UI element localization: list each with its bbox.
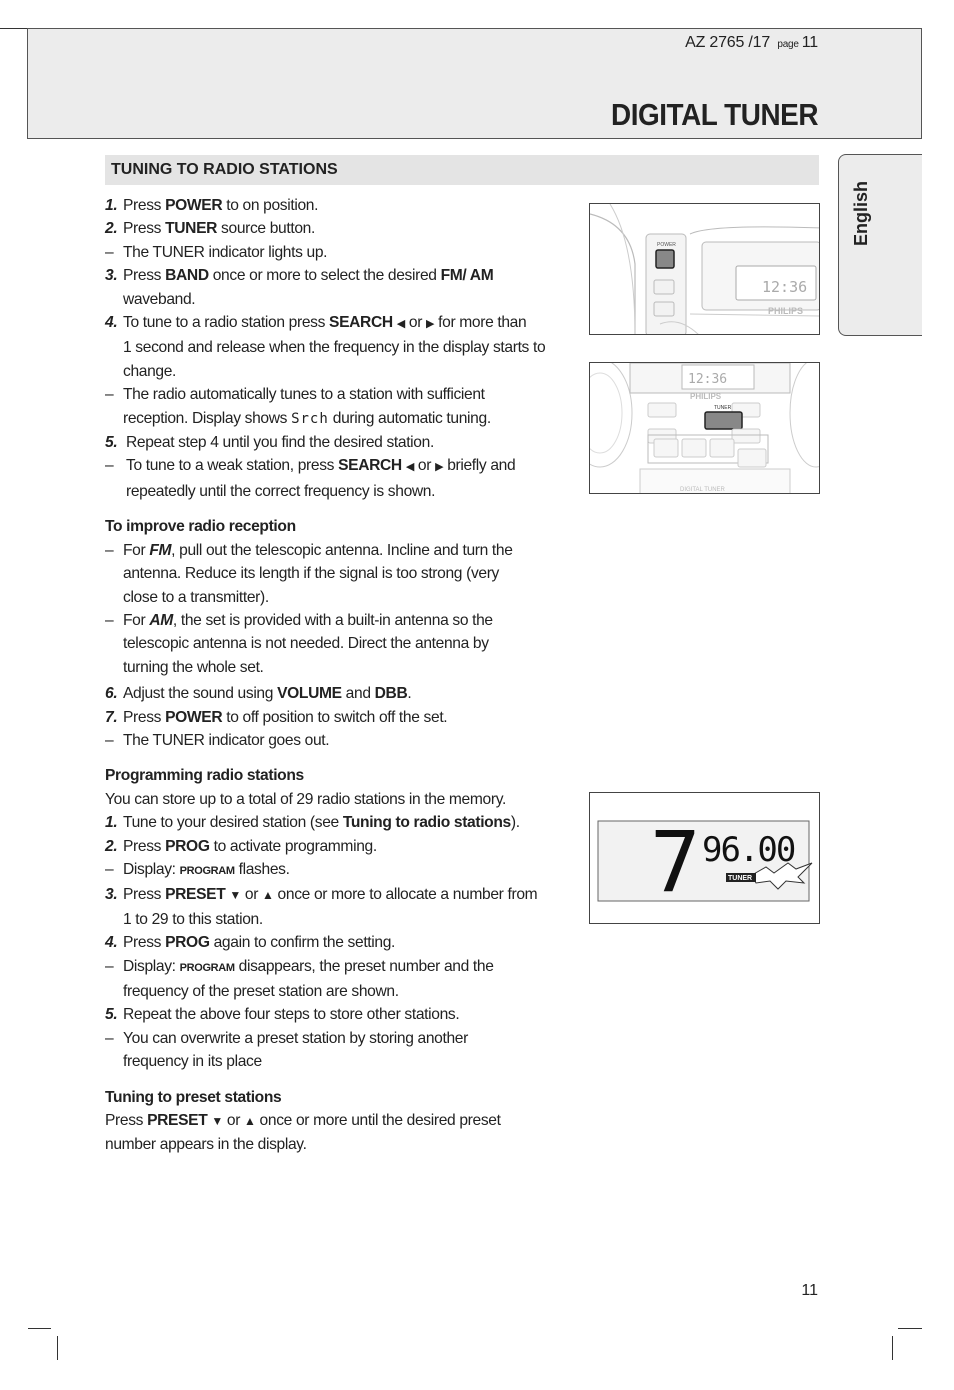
step-2 [105, 217, 585, 240]
t: , pull out the telescopic antenna. Incline and turn the [171, 541, 513, 559]
t: TUNER [165, 220, 218, 238]
t: Press [123, 934, 166, 952]
t: PROG [165, 837, 210, 855]
crop-mark [892, 1336, 893, 1360]
t: Display: [123, 860, 180, 878]
figure-power-button [589, 203, 820, 335]
device-illustration-2 [590, 363, 820, 494]
t: PROGRAM [179, 864, 235, 877]
t: For [123, 541, 150, 559]
step-5-note [105, 454, 585, 479]
step-7 [105, 706, 585, 729]
am-note-cont: turning the whole set. [123, 658, 264, 676]
t: Adjust the sound using [123, 685, 278, 703]
step-2-note [105, 241, 585, 264]
next-icon: ▶ [435, 461, 444, 474]
prog-step-2 [105, 835, 585, 858]
t: For [123, 611, 150, 629]
dash: – [105, 957, 114, 975]
fm-note [105, 539, 585, 562]
model-text: AZ 2765 /17 [685, 34, 771, 51]
t: SEARCH [329, 314, 393, 332]
am-note [105, 609, 585, 632]
dash: – [105, 243, 114, 261]
language-label: English [851, 181, 871, 247]
page-title: DIGITAL TUNER [610, 97, 818, 132]
t: source button. [217, 220, 315, 238]
prog-step-5-note [105, 1027, 585, 1050]
clock-readout: 12:36 [688, 372, 728, 387]
t: once or more to allocate a number from [273, 886, 538, 904]
preset-heading: Tuning to preset stations [105, 1088, 282, 1106]
t: SEARCH [338, 457, 402, 475]
step-7-note [105, 729, 585, 752]
crop-mark [0, 28, 27, 29]
figure-tuner-button [589, 362, 820, 494]
am-note-cont: telescopic antenna is not needed. Direct the antenna by [123, 635, 489, 653]
page-number: 11 [801, 1282, 818, 1299]
step-num: 3. [105, 886, 118, 904]
t: FM [149, 541, 172, 559]
t: The TUNER indicator lights up. [123, 243, 328, 261]
preset-line-1 [105, 1109, 585, 1133]
t: You can overwrite a preset station by storing another [123, 1029, 468, 1047]
step-num: 2. [105, 220, 118, 238]
t: FM/ AM [440, 267, 494, 285]
step-num: 5. [105, 434, 118, 452]
step-4-note-cont [105, 407, 585, 431]
fm-note-cont: antenna. Reduce its length if the signal is too strong (very [123, 565, 500, 583]
t: once or more to select the desired [208, 267, 441, 285]
brand-logo: PHILIPS [768, 306, 804, 316]
t: Display: [123, 957, 180, 975]
prog-step-3-cont: 1 to 29 to this station. [123, 910, 263, 928]
dash: – [105, 611, 114, 629]
page-word: page [777, 39, 799, 50]
t: Press [123, 267, 166, 285]
step-num: 1. [105, 197, 118, 214]
t: VOLUME [277, 685, 342, 703]
t: Repeat the above four steps to store other stations. [123, 1006, 460, 1024]
dash: – [105, 1029, 114, 1047]
improve-heading: To improve radio reception [105, 518, 296, 536]
step-5-note-cont: repeatedly until the correct frequency is shown. [126, 482, 436, 500]
step-5 [105, 431, 585, 454]
tuner-label: TUNER [714, 405, 732, 411]
step-1 [105, 194, 585, 217]
power-label: POWER [657, 242, 676, 248]
down-icon: ▼ [229, 888, 241, 903]
t: DBB [374, 685, 408, 703]
instructions [105, 194, 585, 1157]
brand-logo: PHILIPS [690, 392, 722, 401]
t: Press [123, 886, 166, 904]
t: flashes. [234, 860, 290, 878]
step-4-cont: 1 second and release when the frequency in the display starts to [123, 339, 546, 357]
step-3 [105, 264, 585, 287]
device-illustration-1 [590, 204, 820, 335]
t: during automatic tuning. [328, 409, 491, 427]
step-num: 4. [105, 934, 118, 952]
step-num: 7. [105, 708, 118, 726]
t: Tune to your desired station (see [123, 814, 343, 832]
prog-step-4-note-cont: frequency of the preset station are shown. [123, 983, 399, 1000]
crop-mark [898, 1328, 922, 1329]
next-icon: ▶ [426, 318, 435, 331]
t: PRESET [147, 1112, 208, 1130]
prog-step-2-note [105, 858, 585, 883]
t: or [404, 314, 427, 332]
up-icon: ▲ [262, 888, 274, 903]
section-heading-text: TUNING TO RADIO STATIONS [111, 161, 338, 178]
prog-step-5 [105, 1003, 585, 1026]
step-6 [105, 682, 585, 705]
step-num: 5. [105, 1006, 118, 1024]
header-page-number: 11 [801, 34, 818, 51]
prev-icon: ◀ [396, 318, 405, 331]
t: Repeat step 4 until you find the desired station. [126, 434, 434, 452]
t: Press [123, 837, 166, 855]
t: POWER [165, 197, 223, 214]
t: and [341, 685, 375, 703]
t: Press [123, 708, 166, 726]
step-4-cont: change. [123, 362, 177, 380]
prog-step-4-note [105, 955, 585, 980]
t: or [222, 1112, 245, 1130]
t: BAND [165, 267, 209, 285]
prog-step-5-note-cont: frequency in its place [123, 1053, 262, 1071]
t: To tune to a radio station press [123, 314, 330, 332]
t: Press [123, 197, 166, 214]
t: , the set is provided with a built-in antenna so the [172, 611, 493, 629]
lcd-illustration [590, 793, 820, 924]
t: To tune to a weak station, press [126, 457, 339, 475]
t: The TUNER indicator goes out. [123, 731, 330, 749]
programming-heading: Programming radio stations [105, 767, 304, 785]
t: PROG [165, 934, 210, 952]
preset-number: 7 [650, 813, 701, 911]
step-num: 4. [105, 314, 118, 332]
t: The radio automatically tunes to a station with sufficient [123, 386, 485, 404]
prev-icon: ◀ [405, 461, 414, 474]
t: or [240, 886, 263, 904]
dash: – [105, 731, 114, 749]
fm-note-cont: close to a transmitter). [123, 588, 269, 606]
step-4 [105, 311, 585, 336]
prog-step-4 [105, 931, 585, 954]
device-footer-label: DIGITAL TUNER [680, 487, 725, 493]
dash: – [105, 386, 114, 404]
step-4-note [105, 383, 585, 406]
t: PRESET [165, 886, 226, 904]
t: to activate programming. [209, 837, 377, 855]
step-3-cont: waveband. [123, 290, 196, 308]
prog-step-3 [105, 883, 585, 907]
up-icon: ▲ [244, 1114, 256, 1129]
t: reception. Display shows [123, 409, 292, 427]
step-num: 3. [105, 267, 118, 285]
programming-intro: You can store up to a total of 29 radio stations in the memory. [105, 790, 506, 808]
t: to off position to switch off the set. [222, 708, 448, 726]
t: Press [123, 220, 166, 238]
t: POWER [165, 708, 223, 726]
t: briefly and [443, 457, 516, 475]
t: AM [149, 611, 173, 629]
model-number [685, 34, 818, 52]
t: PROGRAM [179, 961, 235, 974]
step-num: 2. [105, 837, 118, 855]
step-num: 1. [105, 814, 118, 832]
tuner-badge: TUNER [728, 875, 753, 882]
t: Tuning to radio stations [342, 814, 511, 832]
dash: – [105, 541, 114, 559]
crop-mark [28, 1328, 51, 1329]
t: . [407, 685, 412, 703]
dash: – [105, 860, 114, 878]
prog-step-1 [105, 811, 585, 834]
t: for more than [434, 314, 527, 332]
t: once or more until the desired preset [255, 1112, 501, 1130]
section-heading [105, 155, 819, 185]
step-num: 6. [105, 685, 118, 703]
t: to on position. [222, 197, 319, 214]
clock-readout: 12:36 [762, 278, 808, 296]
t: disappears, the preset number and the [234, 957, 494, 975]
crop-mark [57, 1336, 58, 1360]
down-icon: ▼ [211, 1114, 223, 1129]
t: ). [510, 814, 520, 832]
lcd-srch: Srch [291, 410, 329, 427]
t: Press [105, 1112, 148, 1130]
language-tab [838, 154, 922, 336]
preset-line-2: number appears in the display. [105, 1136, 307, 1154]
frequency-readout: 96.00 [702, 830, 795, 870]
t: or [413, 457, 436, 475]
figure-lcd-display [589, 792, 820, 924]
dash: – [105, 457, 114, 475]
t: again to confirm the setting. [209, 934, 396, 952]
